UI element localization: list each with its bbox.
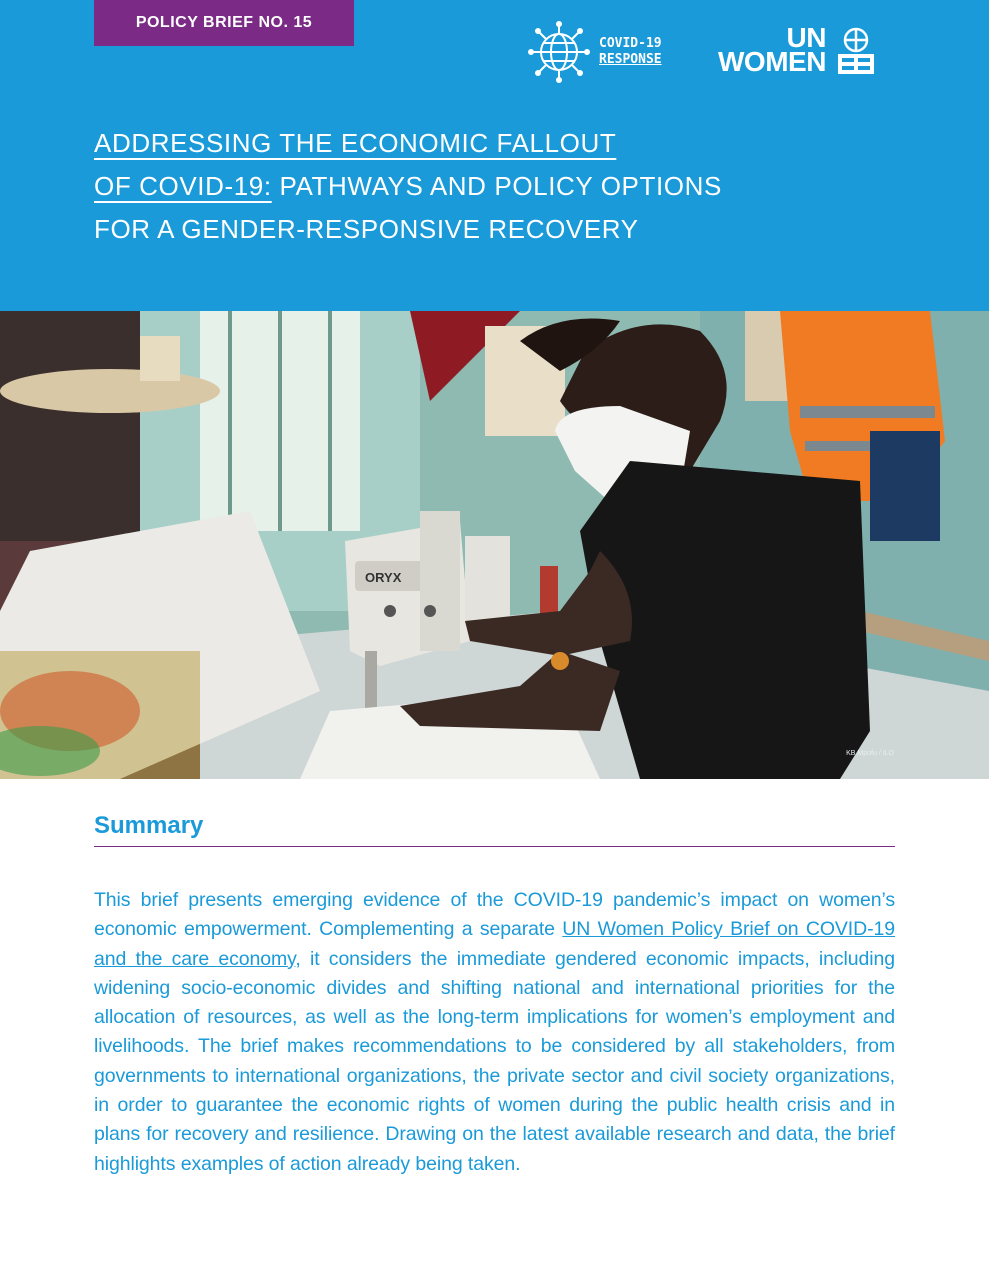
virus-globe-icon — [527, 20, 591, 84]
un-emblem-icon — [832, 26, 880, 74]
covid-response-logo — [527, 20, 662, 84]
summary-body — [94, 886, 895, 1179]
care-economy-brief-link[interactable]: UN Women Policy Brief on COVID-19 and the care economy — [94, 918, 895, 970]
un-women-logo — [718, 22, 880, 77]
covid-logo-line1: COVID-19 — [599, 36, 662, 51]
title-line-2a: OF COVID-19: — [94, 171, 272, 201]
seamstress-illustration — [0, 311, 989, 779]
un-women-logo-line2: WOMEN — [718, 46, 826, 77]
cover-photo — [0, 311, 989, 779]
title-line-2b: PATHWAYS AND POLICY OPTIONS — [271, 171, 722, 201]
header-banner — [0, 0, 989, 311]
page-title — [94, 122, 914, 251]
summary-heading: Summary — [94, 812, 204, 839]
un-women-logo-line1: UN — [786, 22, 826, 53]
machine-brand-label: ORYX — [365, 570, 402, 585]
summary-divider — [94, 846, 895, 847]
photo-credit: KB Mpofu / ILO — [846, 750, 894, 757]
title-line-1: ADDRESSING THE ECONOMIC FALLOUT — [94, 128, 617, 158]
summary-text-part-2: , it considers the immediate gendered economic impacts, including widening socio-economic divides and shifting national and international priorities for the allocation of resources, as well as the long-term implications for women’s employment and livelihoods. The brief makes recommendations to be considered by all stakeholders, from governments to international organizations, the private sector and civil society organizations, in order to guarantee the economic rights of women during the public health crisis and in plans for recovery and resilience. Drawing on the latest available research and data, the brief highlights examples of action already being taken. — [94, 947, 895, 1175]
summary-text-part-1: This brief presents emerging evidence of the COVID-19 pandemic’s impact on women’s economic empowerment. Complementing a separate — [94, 889, 895, 941]
policy-brief-badge: POLICY BRIEF NO. 15 — [94, 0, 354, 46]
title-line-3: FOR A GENDER-RESPONSIVE RECOVERY — [94, 214, 639, 244]
covid-logo-line2: RESPONSE — [599, 52, 662, 67]
